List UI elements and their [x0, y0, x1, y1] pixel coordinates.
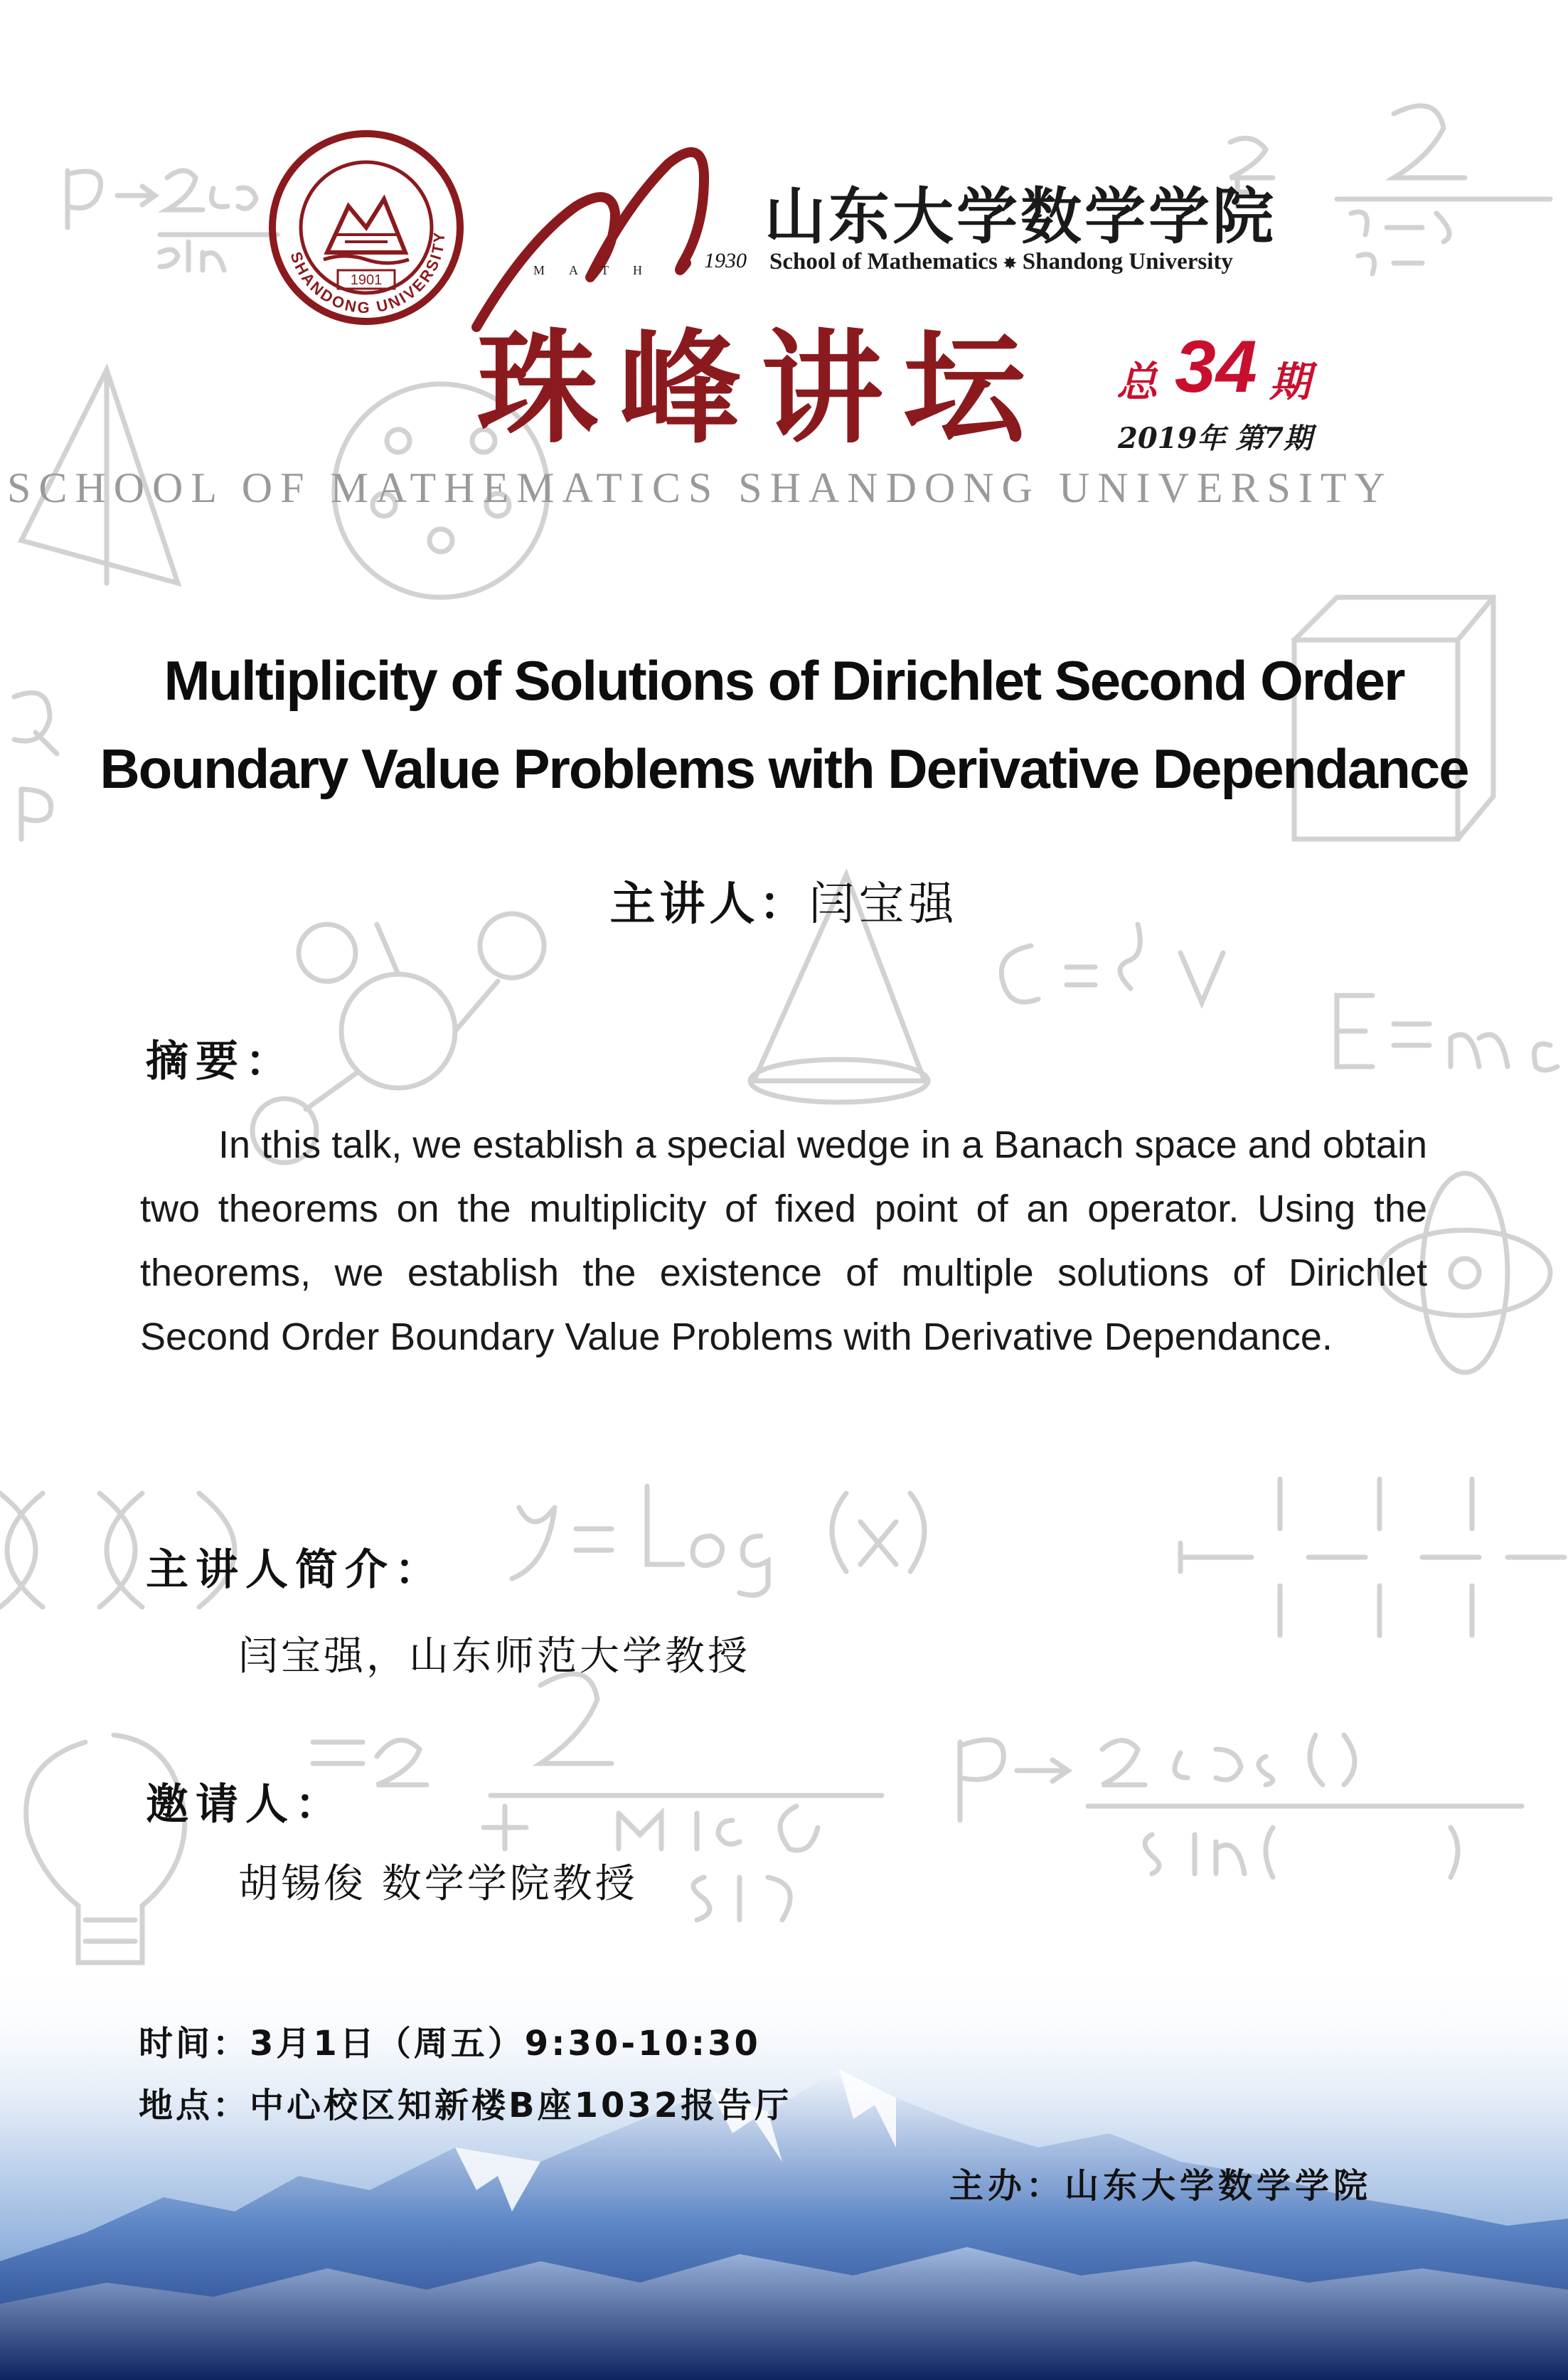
- speaker-label: 主讲人：: [609, 878, 809, 931]
- separator-dot-icon: ✸: [1003, 254, 1017, 272]
- talk-title: [28, 636, 1540, 813]
- forum-title: 珠峰讲坛: [476, 316, 1045, 460]
- issue-number: 34: [1175, 326, 1257, 408]
- seal-name: SHANDONG UNIVERSITY: [287, 230, 449, 317]
- math-logo-icon: [469, 128, 754, 334]
- event-place: 地点：中心校区知新楼B座1032报告厅: [139, 2086, 792, 2125]
- event-time: 时间：3月1日（周五）9:30-10:30: [139, 2024, 761, 2064]
- talk-title-line-2: Boundary Value Problems with Derivative Dependance: [100, 737, 1468, 800]
- school-name-en-1: School of Mathematics: [769, 249, 998, 274]
- bio-text: 闫宝强，山东师范大学教授: [238, 1633, 750, 1680]
- event-host: 主办：山东大学数学学院: [949, 2166, 1372, 2206]
- university-seal-icon: [267, 128, 466, 327]
- seal-year: 1901: [350, 272, 383, 288]
- issue-badge: [1109, 326, 1344, 412]
- issue-suffix: 期: [1269, 358, 1311, 406]
- school-name-en: [769, 249, 1233, 275]
- speaker-line: [0, 868, 1568, 933]
- school-name-cn: 山东大学数学学院: [764, 181, 1276, 252]
- founded-year: 1930: [704, 249, 747, 272]
- school-banner: SCHOOL OF MATHEMATICS SHANDONG UNIVERSITY: [7, 464, 1393, 511]
- issue-date: 2019年 第7期: [1118, 422, 1313, 455]
- inviter-label: 邀请人：: [146, 1780, 345, 1830]
- issue-prefix: 总: [1116, 358, 1158, 406]
- talk-title-line-1: Multiplicity of Solutions of Dirichlet Second Order: [164, 649, 1404, 712]
- school-name-en-2: Shandong University: [1022, 249, 1233, 274]
- math-letters: MATH: [533, 263, 667, 277]
- abstract-label: 摘要：: [146, 1037, 295, 1087]
- speaker-name: 闫宝强: [809, 878, 959, 931]
- abstract-text: In this talk, we establish a special wedge in a Banach space and obtain two theorems on the multiplicity of fixed point of an operator. Using the theorems, we establish the existence of multiple solutions of Dirichlet Second Order Boundary Value Problems with Derivative Dependance.: [140, 1124, 1427, 1358]
- bio-label: 主讲人简介：: [146, 1545, 444, 1595]
- inviter-text: 胡锡俊 数学学院教授: [238, 1861, 638, 1907]
